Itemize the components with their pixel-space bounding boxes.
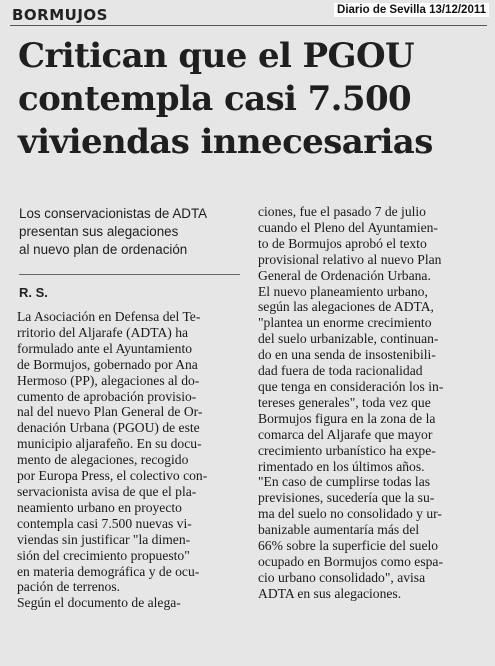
article-line: La Asociación en Defensa del Te- [17, 309, 201, 324]
article-line: del suelo urbanizable, continuan- [258, 331, 439, 347]
subheadline-line: presentan sus alegaciones [19, 224, 179, 239]
article-line: do en una senda de insostenibili- [258, 347, 436, 363]
article-line: crecimiento urbanístico ha expe- [258, 442, 436, 458]
article-line: que tenga en consideración los in- [258, 378, 444, 394]
article-line: de Bormujos, gobernado por Ana [17, 356, 198, 372]
article-line: rritorio del Aljarafe (ADTA) ha [17, 324, 189, 340]
article-line: Hermoso (PP), alegaciones al do- [17, 372, 200, 388]
subhead-divider [19, 274, 240, 275]
article-line: sión del crecimiento propuesto" [17, 547, 190, 563]
article-line: contempla casi 7.500 nuevas vi- [17, 515, 192, 531]
headline-line: contempla casi 7.500 [18, 79, 412, 119]
article-line: provisional relativo al nuevo Plan [258, 251, 442, 267]
headline-line: Critican que el PGOU [18, 36, 415, 76]
headline-line: viviendas innecesarias [18, 122, 433, 162]
article-line: ma del suelo no consolidado y ur- [258, 506, 442, 522]
article-line: previsiones, sucedería que la su- [258, 490, 435, 506]
article-line: viendas sin justificar "la dimen- [17, 531, 191, 547]
article-line: ocupado en Bormujos como espa- [258, 553, 443, 569]
article-line: formulado ante el Ayuntamiento [17, 340, 193, 356]
article-line: mento de alegaciones, recogido [17, 452, 189, 468]
subheadline [19, 205, 239, 259]
article-line: banizable aumentaría más del [258, 522, 420, 538]
article-line: Según el documento de alega- [17, 595, 181, 611]
headline [18, 35, 488, 164]
article-line: servacionista avisa de que el pla- [17, 483, 197, 499]
article-line: comarca del Aljarafe que mayor [258, 426, 433, 442]
article-line: dad fuera de toda racionalidad [258, 363, 423, 379]
article-line: nal del nuevo Plan General de Or- [17, 404, 203, 420]
article-line: denación Urbana (PGOU) de este [17, 420, 200, 436]
subheadline-line: Los conservacionistas de ADTA [19, 206, 208, 221]
article-line: cumento de aprobación provisio- [17, 388, 197, 404]
byline: R. S. [19, 285, 48, 300]
header-rule [10, 25, 487, 26]
article-line: neamiento urbano en proyecto [17, 499, 182, 515]
article-line: cuando el Pleno del Ayuntamien- [258, 219, 438, 235]
article-line: ADTA en sus alegaciones. [258, 585, 402, 601]
article-line: ciones, fue el pasado 7 de julio [258, 204, 426, 219]
article-line: "plantea un enorme crecimiento [258, 315, 432, 331]
article-line: cio urbano consolidado", avisa [258, 569, 426, 585]
article-line: El nuevo planeamiento urbano, [258, 283, 428, 299]
section-label: BORMUJOS [12, 6, 108, 24]
article-line: pación de terrenos. [17, 579, 121, 595]
article-line: 66% sobre la superficie del suelo [258, 538, 439, 554]
source-caption: Diario de Sevilla 13/12/2011 [334, 3, 489, 17]
article-line: "En caso de cumplirse todas las [258, 474, 431, 490]
article-column-left [17, 309, 249, 611]
article-line: en materia demográfica y de ocu- [17, 563, 200, 579]
article-line: rimentado en los últimos años. [258, 458, 425, 474]
article-line: to de Bormujos aprobó el texto [258, 235, 427, 251]
article-line: según las alegaciones de ADTA, [258, 299, 434, 315]
article-line: municipio aljarafeño. En su docu- [17, 436, 202, 452]
article-line: por Europa Press, el colectivo con- [17, 468, 208, 484]
subheadline-line: al nuevo plan de ordenación [19, 242, 188, 257]
article-line: General de Ordenación Urbana. [258, 267, 431, 283]
article-line: Bormujos figura en la zona de la [258, 410, 436, 426]
article-column-right [258, 204, 484, 602]
article-line: tereses generales", toda vez que [258, 394, 431, 410]
